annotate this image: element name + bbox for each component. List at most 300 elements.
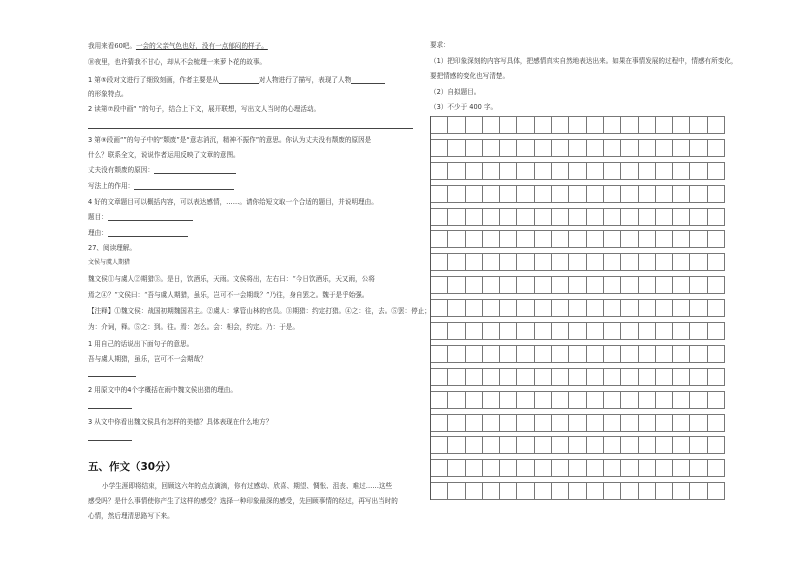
grid-cell[interactable]	[535, 482, 552, 500]
grid-cell[interactable]	[535, 276, 552, 294]
grid-cell[interactable]	[466, 436, 483, 454]
grid-cell[interactable]	[621, 299, 638, 317]
grid-cell[interactable]	[483, 459, 500, 477]
answer-blank[interactable]	[108, 229, 188, 237]
grid-cell[interactable]	[569, 139, 586, 157]
grid-cell[interactable]	[639, 276, 656, 294]
grid-cell[interactable]	[604, 230, 621, 248]
grid-cell[interactable]	[656, 208, 673, 226]
grid-cell[interactable]	[673, 391, 690, 409]
grid-cell[interactable]	[621, 139, 638, 157]
grid-cell[interactable]	[604, 185, 621, 203]
grid-cell[interactable]	[535, 139, 552, 157]
grid-cell[interactable]	[604, 253, 621, 271]
grid-cell[interactable]	[690, 185, 707, 203]
grid-cell[interactable]	[639, 230, 656, 248]
grid-cell[interactable]	[587, 185, 604, 203]
grid-cell[interactable]	[431, 162, 448, 180]
grid-cell[interactable]	[483, 414, 500, 432]
grid-cell[interactable]	[552, 459, 569, 477]
grid-cell[interactable]	[639, 299, 656, 317]
grid-cell[interactable]	[604, 208, 621, 226]
grid-cell[interactable]	[483, 299, 500, 317]
grid-cell[interactable]	[431, 230, 448, 248]
grid-cell[interactable]	[708, 345, 725, 363]
grid-cell[interactable]	[604, 162, 621, 180]
grid-cell[interactable]	[535, 368, 552, 386]
grid-cell[interactable]	[466, 230, 483, 248]
grid-cell[interactable]	[466, 368, 483, 386]
grid-cell[interactable]	[535, 322, 552, 340]
grid-cell[interactable]	[517, 208, 534, 226]
grid-cell[interactable]	[500, 116, 517, 134]
grid-cell[interactable]	[690, 345, 707, 363]
grid-cell[interactable]	[656, 345, 673, 363]
grid-cell[interactable]	[621, 116, 638, 134]
grid-cell[interactable]	[448, 345, 465, 363]
grid-cell[interactable]	[448, 459, 465, 477]
grid-cell[interactable]	[621, 436, 638, 454]
grid-cell[interactable]	[587, 368, 604, 386]
grid-cell[interactable]	[517, 482, 534, 500]
grid-cell[interactable]	[552, 139, 569, 157]
grid-cell[interactable]	[708, 391, 725, 409]
grid-cell[interactable]	[517, 459, 534, 477]
essay-writing-grid[interactable]	[430, 116, 725, 500]
grid-cell[interactable]	[656, 162, 673, 180]
grid-cell[interactable]	[587, 139, 604, 157]
grid-cell[interactable]	[500, 253, 517, 271]
grid-cell[interactable]	[604, 436, 621, 454]
grid-cell[interactable]	[448, 139, 465, 157]
grid-cell[interactable]	[500, 436, 517, 454]
grid-cell[interactable]	[673, 482, 690, 500]
grid-cell[interactable]	[500, 391, 517, 409]
grid-cell[interactable]	[569, 185, 586, 203]
grid-cell[interactable]	[656, 116, 673, 134]
grid-cell[interactable]	[587, 482, 604, 500]
grid-cell[interactable]	[587, 276, 604, 294]
grid-cell[interactable]	[483, 368, 500, 386]
grid-cell[interactable]	[535, 162, 552, 180]
grid-cell[interactable]	[466, 139, 483, 157]
grid-cell[interactable]	[448, 299, 465, 317]
grid-cell[interactable]	[535, 414, 552, 432]
grid-cell[interactable]	[708, 116, 725, 134]
grid-cell[interactable]	[690, 116, 707, 134]
grid-cell[interactable]	[639, 185, 656, 203]
grid-cell[interactable]	[552, 208, 569, 226]
grid-cell[interactable]	[483, 230, 500, 248]
grid-cell[interactable]	[466, 482, 483, 500]
answer-blank[interactable]	[134, 182, 234, 190]
grid-cell[interactable]	[517, 276, 534, 294]
grid-cell[interactable]	[656, 391, 673, 409]
grid-cell[interactable]	[708, 253, 725, 271]
grid-cell[interactable]	[448, 162, 465, 180]
grid-cell[interactable]	[621, 322, 638, 340]
grid-cell[interactable]	[673, 436, 690, 454]
grid-cell[interactable]	[621, 208, 638, 226]
grid-cell[interactable]	[708, 482, 725, 500]
grid-cell[interactable]	[500, 459, 517, 477]
grid-cell[interactable]	[431, 116, 448, 134]
grid-cell[interactable]	[448, 276, 465, 294]
grid-cell[interactable]	[448, 116, 465, 134]
answer-blank[interactable]	[351, 76, 385, 84]
grid-cell[interactable]	[656, 459, 673, 477]
grid-cell[interactable]	[569, 482, 586, 500]
grid-cell[interactable]	[690, 276, 707, 294]
grid-cell[interactable]	[673, 139, 690, 157]
grid-cell[interactable]	[604, 459, 621, 477]
grid-cell[interactable]	[552, 436, 569, 454]
grid-cell[interactable]	[483, 208, 500, 226]
grid-cell[interactable]	[673, 230, 690, 248]
grid-cell[interactable]	[621, 459, 638, 477]
grid-cell[interactable]	[587, 436, 604, 454]
grid-cell[interactable]	[639, 414, 656, 432]
grid-cell[interactable]	[708, 414, 725, 432]
grid-cell[interactable]	[673, 185, 690, 203]
grid-cell[interactable]	[604, 368, 621, 386]
grid-cell[interactable]	[466, 116, 483, 134]
grid-cell[interactable]	[587, 208, 604, 226]
grid-cell[interactable]	[673, 276, 690, 294]
grid-cell[interactable]	[604, 391, 621, 409]
grid-cell[interactable]	[517, 391, 534, 409]
grid-cell[interactable]	[569, 436, 586, 454]
grid-cell[interactable]	[517, 116, 534, 134]
grid-cell[interactable]	[466, 299, 483, 317]
grid-cell[interactable]	[517, 185, 534, 203]
grid-cell[interactable]	[500, 230, 517, 248]
grid-cell[interactable]	[587, 459, 604, 477]
grid-cell[interactable]	[483, 345, 500, 363]
grid-cell[interactable]	[604, 276, 621, 294]
grid-cell[interactable]	[500, 276, 517, 294]
grid-cell[interactable]	[708, 162, 725, 180]
grid-cell[interactable]	[535, 436, 552, 454]
grid-cell[interactable]	[483, 436, 500, 454]
grid-cell[interactable]	[656, 482, 673, 500]
grid-cell[interactable]	[604, 116, 621, 134]
grid-cell[interactable]	[517, 253, 534, 271]
grid-cell[interactable]	[621, 345, 638, 363]
grid-cell[interactable]	[431, 436, 448, 454]
grid-cell[interactable]	[448, 230, 465, 248]
grid-cell[interactable]	[621, 162, 638, 180]
grid-cell[interactable]	[569, 230, 586, 248]
grid-cell[interactable]	[639, 391, 656, 409]
grid-cell[interactable]	[466, 162, 483, 180]
grid-cell[interactable]	[673, 299, 690, 317]
grid-cell[interactable]	[673, 345, 690, 363]
grid-cell[interactable]	[466, 459, 483, 477]
grid-cell[interactable]	[708, 185, 725, 203]
grid-cell[interactable]	[500, 185, 517, 203]
answer-line[interactable]	[88, 408, 132, 409]
grid-cell[interactable]	[448, 185, 465, 203]
grid-cell[interactable]	[500, 208, 517, 226]
grid-cell[interactable]	[708, 276, 725, 294]
grid-cell[interactable]	[587, 253, 604, 271]
grid-cell[interactable]	[690, 482, 707, 500]
grid-cell[interactable]	[517, 299, 534, 317]
grid-cell[interactable]	[639, 345, 656, 363]
grid-cell[interactable]	[500, 299, 517, 317]
grid-cell[interactable]	[708, 230, 725, 248]
grid-cell[interactable]	[708, 322, 725, 340]
grid-cell[interactable]	[604, 139, 621, 157]
grid-cell[interactable]	[500, 322, 517, 340]
grid-cell[interactable]	[708, 208, 725, 226]
grid-cell[interactable]	[431, 299, 448, 317]
grid-cell[interactable]	[552, 253, 569, 271]
grid-cell[interactable]	[466, 391, 483, 409]
grid-cell[interactable]	[535, 253, 552, 271]
grid-cell[interactable]	[639, 322, 656, 340]
grid-cell[interactable]	[517, 162, 534, 180]
grid-cell[interactable]	[708, 436, 725, 454]
grid-cell[interactable]	[587, 391, 604, 409]
grid-cell[interactable]	[587, 345, 604, 363]
grid-cell[interactable]	[466, 253, 483, 271]
grid-cell[interactable]	[552, 185, 569, 203]
grid-cell[interactable]	[466, 414, 483, 432]
grid-cell[interactable]	[690, 459, 707, 477]
grid-cell[interactable]	[448, 391, 465, 409]
grid-cell[interactable]	[483, 253, 500, 271]
grid-cell[interactable]	[587, 162, 604, 180]
answer-blank[interactable]	[154, 166, 236, 174]
grid-cell[interactable]	[587, 414, 604, 432]
grid-cell[interactable]	[535, 459, 552, 477]
grid-cell[interactable]	[552, 162, 569, 180]
grid-cell[interactable]	[552, 482, 569, 500]
grid-cell[interactable]	[708, 299, 725, 317]
grid-cell[interactable]	[569, 322, 586, 340]
grid-cell[interactable]	[431, 345, 448, 363]
grid-cell[interactable]	[552, 230, 569, 248]
grid-cell[interactable]	[552, 116, 569, 134]
grid-cell[interactable]	[535, 299, 552, 317]
grid-cell[interactable]	[552, 345, 569, 363]
grid-cell[interactable]	[552, 299, 569, 317]
grid-cell[interactable]	[483, 482, 500, 500]
grid-cell[interactable]	[483, 391, 500, 409]
grid-cell[interactable]	[517, 345, 534, 363]
grid-cell[interactable]	[466, 185, 483, 203]
grid-cell[interactable]	[708, 459, 725, 477]
grid-cell[interactable]	[673, 162, 690, 180]
grid-cell[interactable]	[500, 162, 517, 180]
grid-cell[interactable]	[656, 253, 673, 271]
grid-cell[interactable]	[500, 482, 517, 500]
grid-cell[interactable]	[483, 185, 500, 203]
grid-cell[interactable]	[483, 322, 500, 340]
grid-cell[interactable]	[552, 322, 569, 340]
grid-cell[interactable]	[535, 208, 552, 226]
grid-cell[interactable]	[656, 299, 673, 317]
grid-cell[interactable]	[604, 482, 621, 500]
grid-cell[interactable]	[569, 368, 586, 386]
grid-cell[interactable]	[466, 208, 483, 226]
grid-cell[interactable]	[673, 253, 690, 271]
grid-cell[interactable]	[639, 459, 656, 477]
answer-line[interactable]	[88, 128, 413, 129]
grid-cell[interactable]	[621, 253, 638, 271]
grid-cell[interactable]	[535, 185, 552, 203]
grid-cell[interactable]	[690, 391, 707, 409]
grid-cell[interactable]	[673, 459, 690, 477]
grid-cell[interactable]	[500, 414, 517, 432]
grid-cell[interactable]	[587, 116, 604, 134]
grid-cell[interactable]	[483, 276, 500, 294]
grid-cell[interactable]	[517, 436, 534, 454]
answer-blank[interactable]	[219, 76, 259, 84]
grid-cell[interactable]	[517, 368, 534, 386]
grid-cell[interactable]	[604, 299, 621, 317]
grid-cell[interactable]	[604, 345, 621, 363]
grid-cell[interactable]	[690, 299, 707, 317]
grid-cell[interactable]	[500, 368, 517, 386]
grid-cell[interactable]	[466, 345, 483, 363]
grid-cell[interactable]	[517, 139, 534, 157]
grid-cell[interactable]	[569, 459, 586, 477]
grid-cell[interactable]	[621, 414, 638, 432]
grid-cell[interactable]	[448, 414, 465, 432]
grid-cell[interactable]	[552, 276, 569, 294]
grid-cell[interactable]	[604, 414, 621, 432]
grid-cell[interactable]	[448, 368, 465, 386]
grid-cell[interactable]	[656, 436, 673, 454]
grid-cell[interactable]	[673, 116, 690, 134]
grid-cell[interactable]	[500, 345, 517, 363]
grid-cell[interactable]	[656, 185, 673, 203]
grid-cell[interactable]	[673, 368, 690, 386]
grid-cell[interactable]	[569, 391, 586, 409]
grid-cell[interactable]	[431, 139, 448, 157]
grid-cell[interactable]	[621, 482, 638, 500]
grid-cell[interactable]	[673, 322, 690, 340]
grid-cell[interactable]	[639, 162, 656, 180]
grid-cell[interactable]	[656, 414, 673, 432]
grid-cell[interactable]	[673, 208, 690, 226]
grid-cell[interactable]	[448, 482, 465, 500]
grid-cell[interactable]	[604, 322, 621, 340]
grid-cell[interactable]	[621, 391, 638, 409]
grid-cell[interactable]	[569, 116, 586, 134]
grid-cell[interactable]	[621, 230, 638, 248]
grid-cell[interactable]	[690, 230, 707, 248]
grid-cell[interactable]	[483, 139, 500, 157]
grid-cell[interactable]	[639, 482, 656, 500]
grid-cell[interactable]	[466, 322, 483, 340]
grid-cell[interactable]	[673, 414, 690, 432]
grid-cell[interactable]	[690, 436, 707, 454]
grid-cell[interactable]	[690, 139, 707, 157]
grid-cell[interactable]	[431, 459, 448, 477]
grid-cell[interactable]	[535, 345, 552, 363]
grid-cell[interactable]	[639, 253, 656, 271]
grid-cell[interactable]	[621, 276, 638, 294]
grid-cell[interactable]	[483, 162, 500, 180]
grid-cell[interactable]	[466, 276, 483, 294]
grid-cell[interactable]	[639, 368, 656, 386]
grid-cell[interactable]	[656, 322, 673, 340]
grid-cell[interactable]	[656, 139, 673, 157]
grid-cell[interactable]	[690, 208, 707, 226]
grid-cell[interactable]	[431, 253, 448, 271]
grid-cell[interactable]	[500, 139, 517, 157]
grid-cell[interactable]	[690, 414, 707, 432]
grid-cell[interactable]	[656, 368, 673, 386]
grid-cell[interactable]	[569, 414, 586, 432]
grid-cell[interactable]	[431, 391, 448, 409]
grid-cell[interactable]	[431, 208, 448, 226]
grid-cell[interactable]	[431, 482, 448, 500]
grid-cell[interactable]	[448, 208, 465, 226]
grid-cell[interactable]	[431, 414, 448, 432]
grid-cell[interactable]	[431, 185, 448, 203]
grid-cell[interactable]	[639, 436, 656, 454]
grid-cell[interactable]	[708, 368, 725, 386]
grid-cell[interactable]	[535, 391, 552, 409]
grid-cell[interactable]	[448, 253, 465, 271]
grid-cell[interactable]	[535, 116, 552, 134]
grid-cell[interactable]	[431, 276, 448, 294]
grid-cell[interactable]	[587, 230, 604, 248]
grid-cell[interactable]	[639, 116, 656, 134]
grid-cell[interactable]	[448, 322, 465, 340]
grid-cell[interactable]	[517, 322, 534, 340]
grid-cell[interactable]	[569, 208, 586, 226]
grid-cell[interactable]	[483, 116, 500, 134]
grid-cell[interactable]	[569, 162, 586, 180]
grid-cell[interactable]	[431, 368, 448, 386]
grid-cell[interactable]	[569, 276, 586, 294]
grid-cell[interactable]	[517, 414, 534, 432]
grid-cell[interactable]	[587, 299, 604, 317]
grid-cell[interactable]	[569, 299, 586, 317]
grid-cell[interactable]	[552, 414, 569, 432]
answer-line[interactable]	[88, 376, 136, 377]
answer-line[interactable]	[88, 440, 132, 441]
grid-cell[interactable]	[639, 208, 656, 226]
grid-cell[interactable]	[690, 253, 707, 271]
grid-cell[interactable]	[587, 322, 604, 340]
grid-cell[interactable]	[569, 345, 586, 363]
answer-blank[interactable]	[108, 213, 193, 221]
grid-cell[interactable]	[690, 368, 707, 386]
grid-cell[interactable]	[552, 368, 569, 386]
grid-cell[interactable]	[621, 185, 638, 203]
grid-cell[interactable]	[535, 230, 552, 248]
grid-cell[interactable]	[708, 139, 725, 157]
grid-cell[interactable]	[656, 276, 673, 294]
grid-cell[interactable]	[552, 391, 569, 409]
grid-cell[interactable]	[431, 322, 448, 340]
grid-cell[interactable]	[656, 230, 673, 248]
grid-cell[interactable]	[569, 253, 586, 271]
grid-cell[interactable]	[621, 368, 638, 386]
grid-cell[interactable]	[690, 322, 707, 340]
grid-cell[interactable]	[448, 436, 465, 454]
grid-cell[interactable]	[639, 139, 656, 157]
grid-cell[interactable]	[690, 162, 707, 180]
grid-cell[interactable]	[517, 230, 534, 248]
